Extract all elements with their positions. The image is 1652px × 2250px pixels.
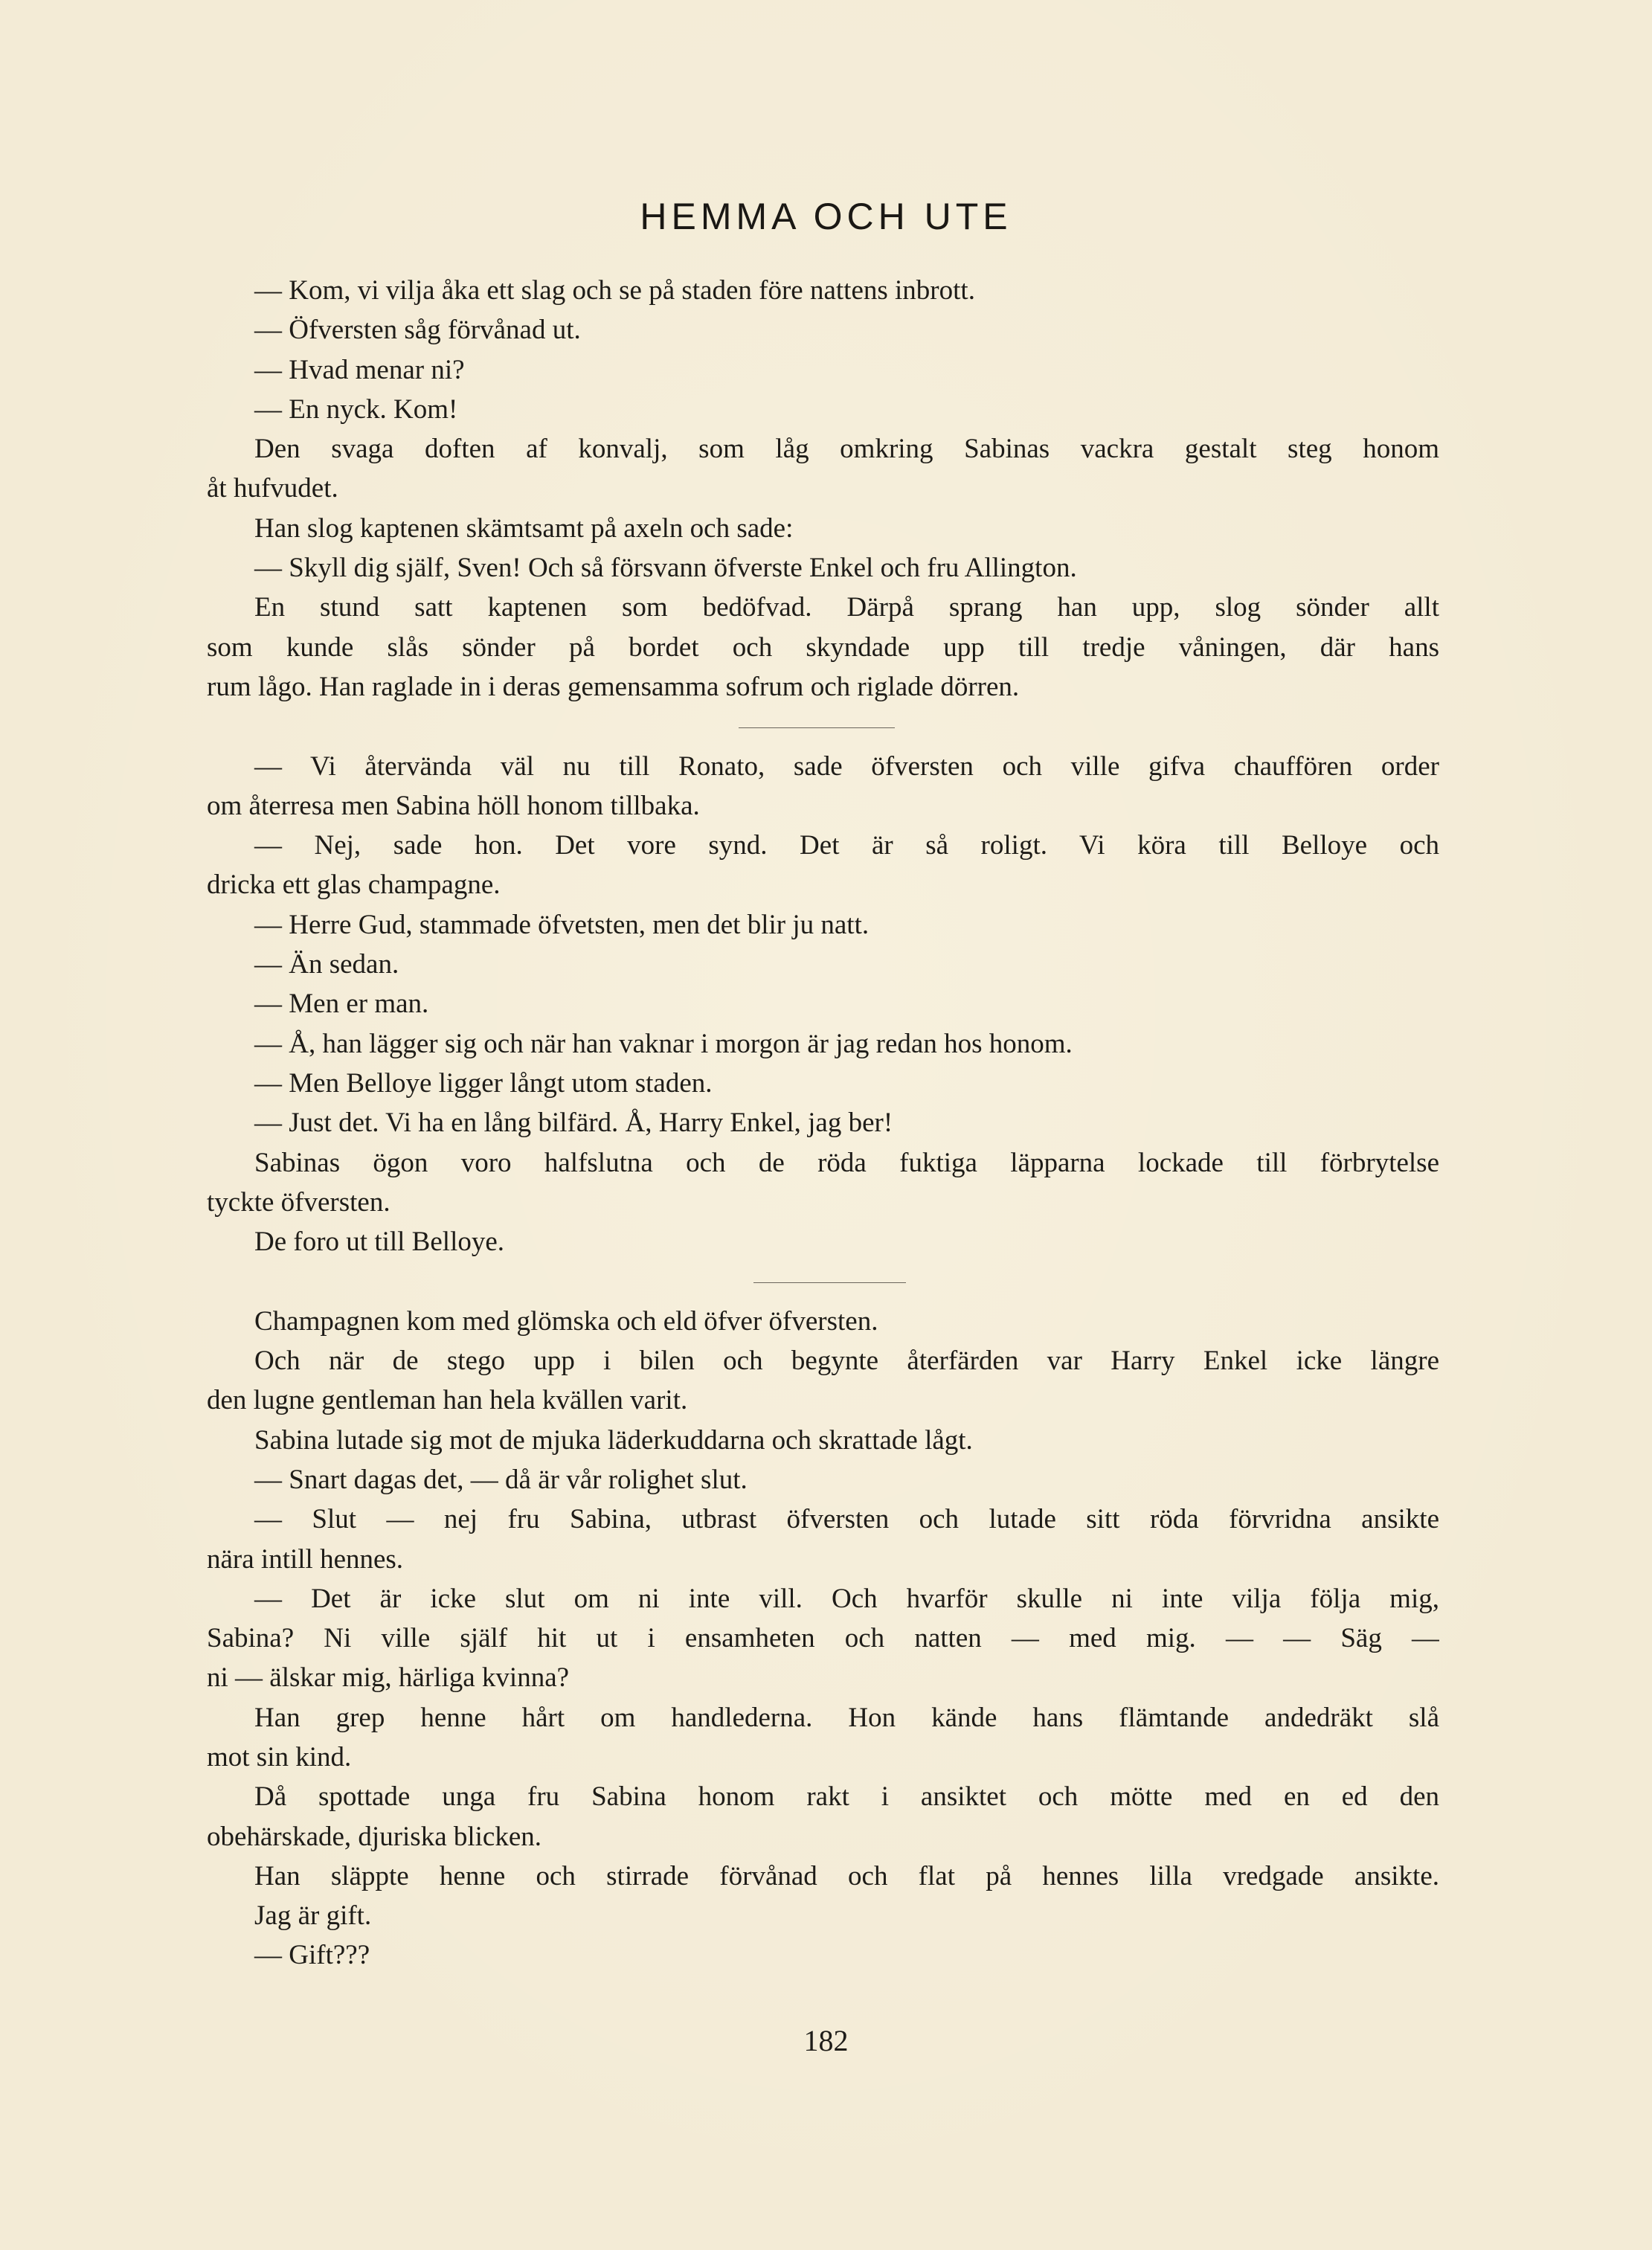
text-line: nära intill hennes. [207, 1543, 404, 1575]
text-line: Han släppte henne och stirrade förvånad och flat på hennes lilla vredgade ansikte. [254, 1860, 1439, 1891]
text-line: mot sin kind. [207, 1741, 352, 1772]
text-line: Sabinas ögon voro halfslutna och de röda fuktiga läpparna lockade till förbrytelse [254, 1147, 1439, 1178]
text-line: dricka ett glas champagne. [207, 870, 501, 901]
text-line: Han grep henne hårt om handlederna. Hon kände hans flämtande andedräkt slå [254, 1702, 1439, 1733]
text-line: — Än sedan. [254, 949, 399, 980]
text-line: En stund satt kaptenen som bedöfvad. Därpå sprang han upp, slog sönder allt [254, 592, 1439, 623]
text-line: — Skyll dig själf, Sven! Och så försvann öfverste Enkel och fru Allington. [254, 553, 1077, 584]
section-divider [207, 1261, 1439, 1301]
text-line: obehärskade, djuriska blicken. [207, 1821, 542, 1852]
text-line: Och när de stego upp i bilen och begynte återfärden var Harry Enkel icke längre [254, 1346, 1439, 1377]
text-line: — Å, han lägger sig och när han vaknar i morgon är jag redan hos honom. [254, 1028, 1073, 1059]
text-line: rum lågo. Han raglade in i deras gemensamma sofrum och riglade dörren. [207, 671, 1020, 702]
running-head-title: HEMMA OCH UTE [640, 196, 1012, 237]
text-line: åt hufvudet. [207, 473, 338, 504]
text-line: den lugne gentleman han hela kvällen varit. [207, 1385, 688, 1416]
text-line: Han slog kaptenen skämtsamt på axeln och sade: [254, 512, 794, 544]
text-line: — Kom, vi vilja åka ett slag och se på staden före nattens inbrott. [254, 275, 975, 306]
text-line: om återresa men Sabina höll honom tillbaka. [207, 790, 700, 821]
text-line: ni — älskar mig, härliga kvinna? [207, 1662, 570, 1694]
text-line: tyckte öfversten. [207, 1186, 390, 1218]
text-line: som kunde slås sönder på bordet och skyndade upp till tredje våningen, där hans [207, 631, 1439, 663]
section-divider [207, 707, 1439, 746]
text-line: — Men er man. [254, 989, 429, 1020]
text-line: Champagnen kom med glömska och eld öfver öfversten. [254, 1305, 878, 1337]
text-line: — Vi återvända väl nu till Ronato, sade öfversten och ville gifva chauffören order [254, 750, 1439, 782]
text-line: — Öfversten såg förvånad ut. [254, 315, 581, 346]
text-line: Den svaga doften af konvalj, som låg omkring Sabinas vackra gestalt steg honom [254, 434, 1439, 465]
text-line: Sabina lutade sig mot de mjuka läderkuddarna och skrattade lågt. [254, 1424, 973, 1456]
text-line: — Just det. Vi ha en lång bilfärd. Å, Harry Enkel, jag ber! [254, 1108, 893, 1139]
text-line: — Det är icke slut om ni inte vill. Och hvarför skulle ni inte vilja följa mig, [254, 1583, 1439, 1614]
text-line: — Men Belloye ligger långt utom staden. [254, 1067, 713, 1099]
text-line: — En nyck. Kom! [254, 393, 458, 425]
text-line: Då spottade unga fru Sabina honom rakt i ansiktet och mötte med en ed den [254, 1781, 1439, 1813]
text-line: — Snart dagas det, — då är vår rolighet slut. [254, 1464, 748, 1495]
text-line: — Slut — nej fru Sabina, utbrast öfversten och lutade sitt röda förvridna ansikte [254, 1504, 1439, 1535]
text-line: De foro ut till Belloye. [254, 1227, 505, 1258]
text-line: — Hvad menar ni? [254, 354, 465, 385]
text-line: Sabina? Ni ville själf hit ut i ensamheten och natten — med mig. — — Säg — [207, 1623, 1439, 1654]
body-text [207, 271, 1439, 1976]
text-line: Jag är gift. [254, 1900, 372, 1932]
text-line: — Gift??? [254, 1940, 370, 1971]
text-line: — Nej, sade hon. Det vore synd. Det är så roligt. Vi köra till Belloye och [254, 830, 1439, 861]
page-number: 182 [803, 2024, 849, 2057]
text-line: — Herre Gud, stammade öfvetsten, men det blir ju natt. [254, 909, 870, 940]
